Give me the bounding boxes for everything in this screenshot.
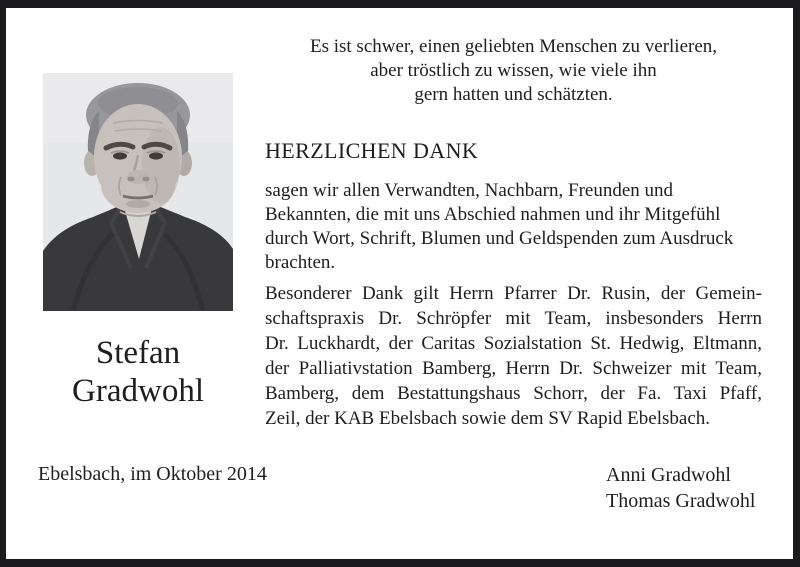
verse-line: aber tröstlich zu wissen, wie viele ihn (370, 60, 657, 81)
special-thanks-paragraph (265, 281, 762, 431)
verse-line: Es ist schwer, einen geliebten Menschen zu verlieren, (309, 36, 718, 57)
special-thanks-line: der Palliativstation Bamberg, Herrn Dr. Schweizer mit Team, (265, 358, 762, 379)
deceased-name (6, 334, 270, 410)
portrait-photo (43, 73, 233, 311)
thanks-paragraph (265, 179, 762, 275)
thanks-line: durch Wort, Schrift, Blumen und Geldspenden zum Ausdruck (265, 228, 734, 249)
special-thanks-line: Zeil, der KAB Ebelsbach sowie dem SV Rapid Ebelsbach. (265, 408, 710, 429)
thanks-line: sagen wir allen Verwandten, Nachbarn, Freunden und (265, 180, 674, 201)
special-thanks-line: schaftspraxis Dr. Schröpfer mit Team, insbesonders Herrn (265, 308, 762, 329)
mourner-name: Thomas Gradwohl (606, 490, 756, 512)
deceased-first-name: Stefan (95, 335, 181, 371)
special-thanks-line: Bamberg, dem Bestattungshaus Schorr, der Fa. Taxi Pfaff, (265, 383, 762, 404)
heading-herzlichen-dank: HERZLICHEN DANK (265, 138, 479, 163)
mourner-name: Anni Gradwohl (606, 464, 731, 486)
thanks-line: brachten. (265, 252, 336, 273)
mourners (606, 462, 755, 514)
special-thanks-line: Dr. Luckhardt, der Caritas Sozialstation St. Hedwig, Eltmann, (265, 333, 762, 354)
deceased-last-name: Gradwohl (72, 373, 204, 409)
special-thanks-line: Besonderer Dank gilt Herrn Pfarrer Dr. Rusin, der Gemein- (265, 283, 762, 304)
memorial-verse (265, 35, 762, 107)
verse-line: gern hatten und schätzten. (414, 84, 613, 105)
thanks-line: Bekannten, die mit uns Abschied nahmen und ihr Mitgefühl (265, 204, 721, 225)
place-date: Ebelsbach, im Oktober 2014 (38, 463, 267, 485)
portrait-photo-graphic (43, 73, 233, 311)
